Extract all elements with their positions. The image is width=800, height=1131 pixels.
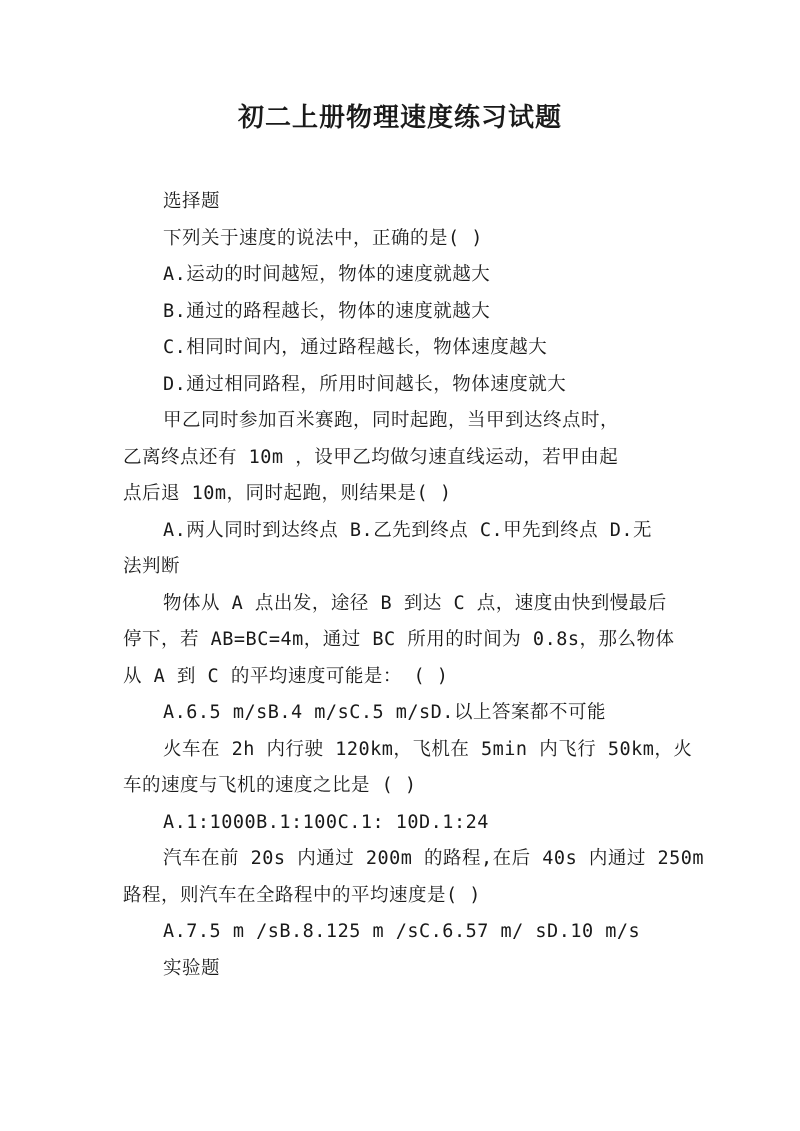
- text-line: A.6.5 m/sB.4 m/sC.5 m/sD.以上答案都不可能: [163, 702, 606, 723]
- text-line: A.1:1000B.1:100C.1: 10D.1:24: [163, 811, 489, 833]
- text-line: A.7.5 m /sB.8.125 m /sC.6.57 m/ sD.10 m/s: [163, 921, 641, 942]
- text-line: 点后退 10m，同时起跑，则结果是( ): [123, 483, 452, 504]
- text-line: 甲乙同时参加百米赛跑，同时起跑，当甲到达终点时，: [163, 410, 620, 431]
- document-title: 初二上册物理速度练习试题: [237, 103, 562, 133]
- text-line: 从 A 到 C 的平均速度可能是： ( ): [123, 665, 449, 687]
- text-line: 实验题: [163, 957, 221, 979]
- text-line: 选择题: [163, 191, 221, 212]
- text-line: 车的速度与飞机的速度之比是 ( ): [123, 775, 417, 796]
- text-line: A.两人同时到达终点 B.乙先到终点 C.甲先到终点 D.无: [163, 519, 653, 541]
- text-line: 物体从 A 点出发，途径 B 到达 C 点，速度由快到慢最后: [163, 592, 667, 614]
- text-line: 法判断: [123, 556, 181, 577]
- document-body: [123, 184, 705, 987]
- text-line: 停下，若 AB=BC=4m，通过 BC 所用的时间为 0.8s，那么物体: [123, 629, 675, 650]
- text-line: 下列关于速度的说法中，正确的是( ): [163, 227, 483, 249]
- text-line: D.通过相同路程，所用时间越长，物体速度就大: [163, 373, 567, 395]
- text-line: 乙离终点还有 10m ，设甲乙均做匀速直线运动，若甲由起: [123, 446, 619, 468]
- text-line: 路程，则汽车在全路程中的平均速度是( ): [123, 884, 481, 906]
- text-line: B.通过的路程越长，物体的速度就越大: [163, 300, 491, 322]
- text-line: 汽车在前 20s 内通过 200m 的路程,在后 40s 内通过 250m: [163, 848, 705, 869]
- text-line: A.运动的时间越短，物体的速度就越大: [163, 264, 491, 285]
- text-line: C.相同时间内，通过路程越长，物体速度越大: [163, 337, 548, 358]
- text-line: 火车在 2h 内行驶 120km，飞机在 5min 内飞行 50km，火: [163, 738, 693, 760]
